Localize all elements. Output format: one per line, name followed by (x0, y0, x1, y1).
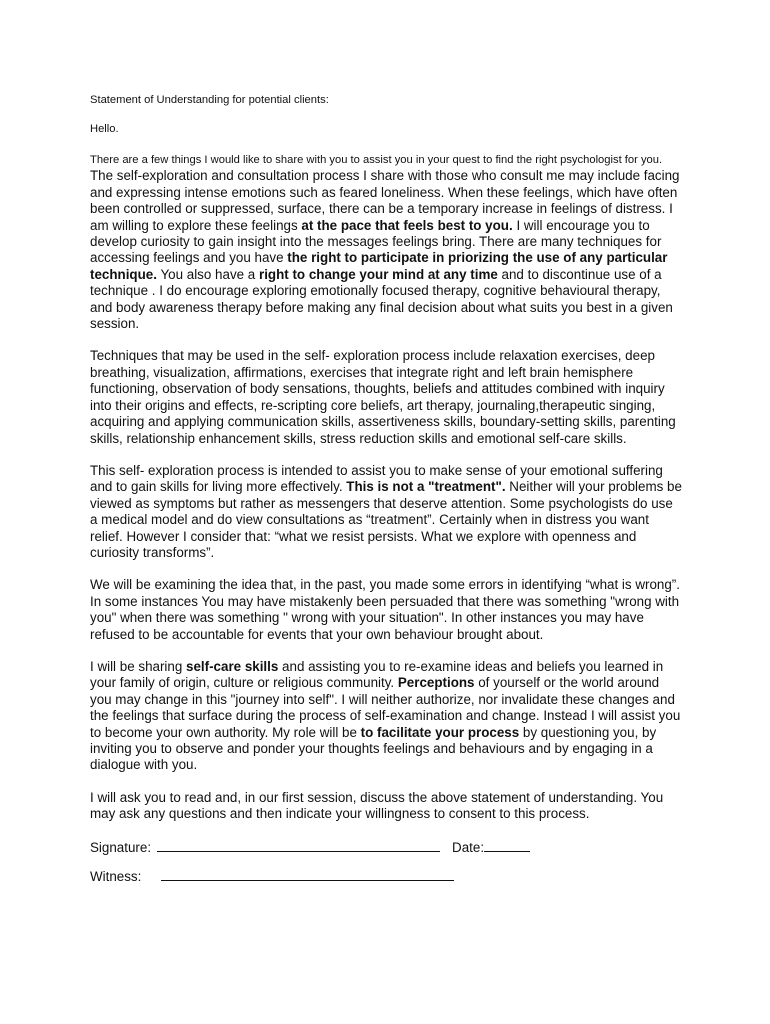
paragraph-intro (90, 151, 682, 332)
bold-text: This is not a "treatment". (346, 479, 506, 495)
intro-sentence: There are a few things I would like to share with you to assist you in your quest to find the right psychologist for you. (90, 154, 663, 166)
text-run: This self- exploration process is intended to assist you to make sense of your emotional suffering and to gain skills for living more effectively. (90, 462, 663, 495)
witness-line[interactable] (161, 868, 454, 881)
witness-label: Witness: (90, 869, 142, 885)
paragraph-consent: I will ask you to read and, in our first session, discuss the above statement of understanding. You may ask any questions and then indicate your willingness to consent to this process. (90, 789, 664, 822)
signature-line[interactable] (157, 839, 440, 852)
signature-label: Signature: (90, 839, 152, 855)
paragraph-techniques: Techniques that may be used in the self- exploration process include relaxation exercises, deep breathing, visualization, affirmations, exercises that integrate right and left brain hemisphere functioning, observation of body sensations, thoughts, beliefs and attitudes combined with inquiry into their origins and effects, re-scripting core beliefs, art therapy, journaling,therapeutic singing, acquiring and applying communication skills, assertiveness skills, boundary-setting skills, parenting skills, relationship enhancement skills, stress reduction skills and emotional self-care skills. (90, 348, 676, 446)
text-run: of yourself or the world around you may change in this "journey into self". I will neither authorize, nor invalidate these changes and the feelings that surface during the process of self-examination and change. Instead I will assist you to become your own authority. My role will be (90, 675, 681, 740)
bold-text: Perceptions (397, 675, 475, 691)
date-label: Date: (452, 839, 485, 855)
text-run: You also have a (156, 266, 259, 282)
bold-text: self-care skills (186, 658, 279, 674)
text-run: I will encourage you to develop curiosity to gain insight into the messages feelings bring. There are many techniques for accessing feelings and you have (90, 217, 662, 266)
text-run: by questioning you, by inviting you to observe and ponder your thoughts feelings and behaviours and by engaging in a dialogue with you. (90, 724, 657, 773)
text-run: Neither will your problems be viewed as symptoms but rather as messengers that deserve attention. Some psychologists do use a medical model and do view consultations as “treatment”. Certainly when in distress you want relief. However I consider that: “what we resist persists. What we explore with openness and curiosity transforms”. (90, 479, 682, 560)
bold-text: right to change your mind at any time (258, 266, 498, 282)
bold-text: the right to participate in priorizing the use of any particular technique. (90, 250, 668, 282)
witness-row (90, 868, 682, 885)
document-body (90, 92, 682, 897)
document-heading: Statement of Understanding for potential clients: (90, 94, 329, 106)
text-run: The self-exploration and consultation process I share with those who consult me may include facing and expressing intense emotions such as feared loneliness. When these feelings, which have often been controlled or suppressed, surface, there can be a temporary increase in feelings of distress. I am willing to explore these feelings (90, 168, 680, 233)
greeting: Hello. (90, 123, 119, 135)
paragraph-process (90, 463, 682, 561)
date-line[interactable] (484, 839, 530, 852)
bold-text: at the pace that feels best to you. (301, 217, 513, 233)
paragraph-sharing (90, 659, 682, 774)
paragraph-examining: We will be examining the idea that, in the past, you made some errors in identifying “what is wrong”. In some instances You may have mistakenly been persuaded that there was something "wrong with you" when there was something " wrong with your situation". In other instances you may have refused to be accountable for events that your own behaviour brought about. (90, 577, 680, 642)
signature-row (90, 839, 682, 856)
text-run: and to discontinue use of a technique . I do encourage exploring emotionally focused therapy, cognitive behavioural therapy, and body awareness therapy before making any final decision about what suits you best in a given session. (90, 266, 673, 332)
bold-text: to facilitate your process (360, 724, 520, 740)
text-run: I will be sharing (90, 658, 187, 674)
text-run: and assisting you to re-examine ideas and beliefs you learned in your family of origin, culture or religious community. (90, 658, 664, 691)
